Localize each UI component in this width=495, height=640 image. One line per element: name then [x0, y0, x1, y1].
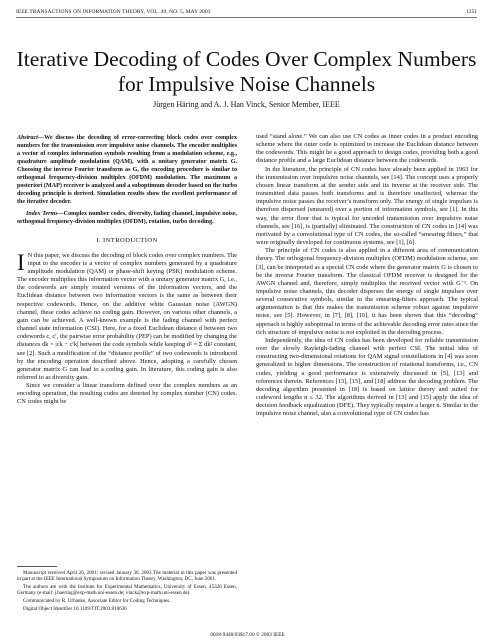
- index-terms-text: Complex number codes, diversity, fading channel, impulsive noise, orthogonal frequency-division multiplex (OFDM), rotation, turbo decoding.: [17, 210, 238, 225]
- abstract-label: Abstract—: [17, 135, 45, 141]
- left-column: [17, 135, 237, 407]
- index-terms-label: Index Terms—: [26, 210, 64, 217]
- right-paragraph-3: The principle of CN codes is also applied in a different area of communication theory. The orthogonal frequency-division multiplex (OFDM) modulation scheme, see [3], can be interpreted as a special CN code where the generator matrix G is chosen to be the inverse Fourier transform. The classical OFDM receiver is designed for the AWGN channel and, therefore, simply multiplies the received vector with G⁻¹. On impulsive noise channels, this decoder disperses the energy of single impulses over several consecutive symbols, similar to the smearing-filters approach. The typical argumentation is that this makes the transmission scheme robust against impulsive noise, see [5]. However, in [7], [8], [10], it has been shown that this “decoding” approach is highly suboptimal in terms of the achievable decoding error rates since the rich structure of impulsive noise is not exploited in the decoding process.: [256, 247, 478, 336]
- abstract: [17, 135, 237, 207]
- running-header-journal: IEEE TRANSACTIONS ON INFORMATION THEORY, VOL. 49, NO. 5, MAY 2003: [16, 9, 211, 15]
- footnote-communicated: Communicated by R. Urbanke, Associate Editor for Coding Techniques.: [23, 598, 171, 604]
- footnote-affiliation: The authors are with the Institute for Experimental Mathematics, University of Essen, 45326 Essen, Germany (e-mail: j.haering@exp-math.uni-essen.de; vinck@exp-math.uni-essen.de).: [17, 584, 237, 597]
- footnote-received: Manuscript received April 26, 2001; revised January 30, 2003.The material in this paper was presented in part at the IEEE International Symposium on Information Theory, Washington, DC, June 2001.: [17, 570, 237, 583]
- right-column: [256, 133, 478, 418]
- index-terms: [17, 211, 237, 227]
- copyright-id: 0018-9448/03$17.00 © 2003 IEEE: [210, 632, 285, 638]
- author-line: Jürgen Häring and A. J. Han Vinck, Senior Member, IEEE: [153, 100, 340, 109]
- right-paragraph-2: In the literature, the principle of CN codes have already been applied in 1963 for the transmission over impulsive noise channels, see [14]. The concept uses a properly chosen linear transform at the sender side and its inverse at the receiver side. The transmitted data passes both transforms and is therefore unaffected, whereas the impulsive noise passes the receiver’s transform only. The energy of single impulses is therefore dispersed (smeared) over a portion of information symbols, see [1]. In this way, the error floor that is typical for uncoded transmission over impulsive noise channels, see [16], is (partially) eliminated. The construction of CN codes in [14] was motivated by a convolutional type of CN codes, the so-called “smearing filters,” that were originally developed for continuous systems, see [1], [6].: [256, 165, 478, 247]
- intro-paragraph-1: [17, 249, 237, 383]
- intro-paragraph-1-text: N this paper, we discuss the decoding of block codes over complex numbers. The input to the encoder is a vector of complex numbers generated by a quadrature amplitude modulation (QAM) or phase-shift keying (PSK) modulation scheme. The encoder multiplies this information vector with a unitary generator matrix G, i.e., the codewords are simply rotated versions of the information vectors, and the Euclidean distance between two information vectors is the same as between their respective codewords. Hence, on the additive white Gaussian noise (AWGN) channel, these codes achieve no coding gain. However, on various other channels, a gain can be achieved. A well-known example is the fading channel with perfect channel state information (CSI). Here, for a fixed Euclidean distance d between two codewords c, c′, the pairwise error probability (PEP) can be modified by changing the distances dk = |ck − c′k| between the code symbols while keeping d² = Σ dk² constant, see [2]. Such a modification of the “distance profile” of two codewords is introduced by the encoding operation described above. Hence, adopting a carefully chosen generator matrix G can lead to a coding gain. In literature, this coding gain is also referred to as diversity gain.: [17, 251, 237, 381]
- paper-title: Iterative Decoding of Codes Over Complex Numbers for Impulsive Noise Channels: [16, 47, 477, 96]
- footnote-doi: Digital Object Identifier 10.1109/TIT.2003.810636: [23, 605, 127, 612]
- footnotes: [17, 566, 237, 614]
- drop-cap: I: [17, 249, 25, 275]
- page-number: 1251: [466, 9, 477, 15]
- footnote-rule: [17, 566, 57, 567]
- right-paragraph-1: used “stand alone.” We can also use CN codes as inner codes in a product encoding scheme where the outer code is optimized to increase the Euclidean distance between the codewords. This might be a good approach to design codes, providing both a good distance profile and a large Euclidean distance between the codewords.: [256, 133, 478, 165]
- header-rule: [16, 17, 477, 18]
- right-paragraph-4: Independently, the idea of CN codes has been developed for reliable transmission over the slowly Rayleigh-fading channel with perfect CSI. The initial idea of constructing two-dimensional rotations for QAM signal constellations in [4] was soon generalized to higher dimensions. The construction of rotational transforms, i.e., CN codes, yielding a good performance is extensively discussed in [5], [13] and references therein. References [13], [15], and [18] address the decoding problem. The decoding algorithm presented in [18] is based on lattice theory and suited for codeword lengths n ≤ 32. The algorithms derived in [13] and [15] apply the idea of decision feedback equalization (DFE). They typically require a larger n. Similar to the impulsive noise channel, also a convolutional type of CN codes has: [256, 336, 478, 418]
- section-heading-introduction: I. INTRODUCTION: [96, 237, 158, 245]
- abstract-text: We discuss the decoding of error-correcting block codes over complex numbers for the transmission over impulsive noise channels. The encoder multiplies a vector of complex information symbols resulting from a modulation scheme, e.g., quadrature amplitude modulation (QAM), with a unitary generator matrix G. Choosing the inverse Fourier transform as G, the encoding procedure is similar to orthogonal frequency-division multiplex (OFDM) modulation. The maximum a posteriori (MAP) receiver is analyzed and a suboptimum decoder based on the turbo decoding principle is derived. Simulation results show the excellent performance of the iterative decoder.: [17, 135, 237, 205]
- intro-paragraph-2: Since we consider a linear transform defined over the complex numbers as an encoding operation, the resulting codes are denoted by complex number (CN) codes. CN codes might be: [17, 382, 237, 406]
